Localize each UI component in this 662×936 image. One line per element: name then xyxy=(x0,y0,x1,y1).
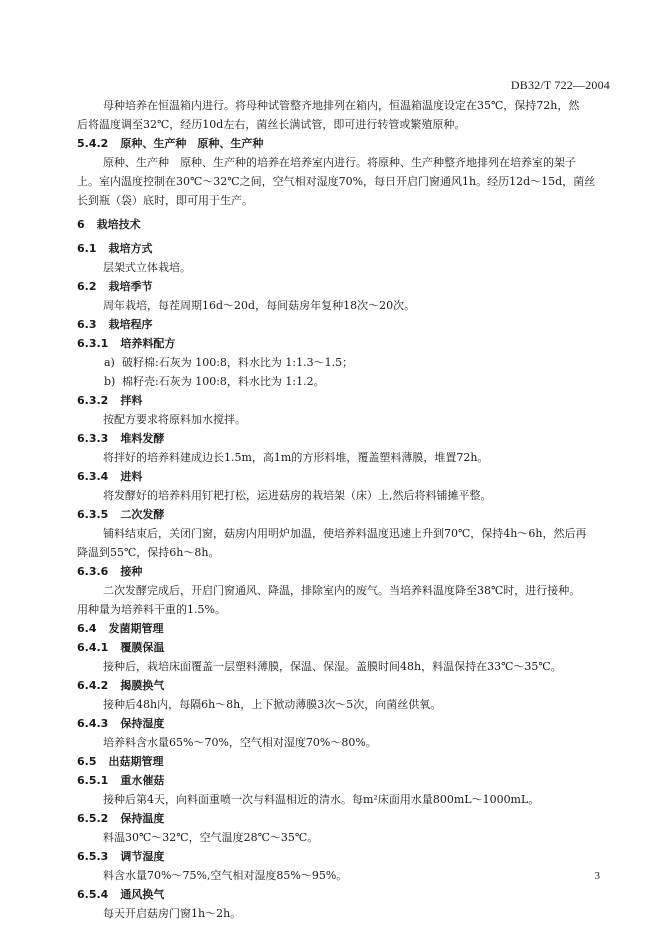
section-heading-6-3-1 xyxy=(77,336,175,351)
section-heading-6-5-2 xyxy=(77,811,164,826)
list-marker: a) xyxy=(104,356,115,369)
section-heading-6-4-3 xyxy=(77,716,164,731)
section-title: 拌料 xyxy=(120,394,143,407)
section-number: 6.3.3 xyxy=(77,432,109,445)
paragraph-line: 接种后48h内，每隔6h～8h，上下掀动薄膜3次～5次，向菌丝供氧。 xyxy=(103,698,442,711)
section-heading-6-4-1 xyxy=(77,640,164,655)
section-heading-6-3 xyxy=(77,317,153,332)
standard-code-header: DB32/T 722—2004 xyxy=(510,78,610,92)
paragraph-line: 将拌好的培养料建成边长1.5m，高1m的方形料堆，覆盖塑料薄膜，堆置72h。 xyxy=(103,451,489,464)
section-number: 6.4 xyxy=(77,622,97,635)
section-number: 6.3.4 xyxy=(77,470,109,483)
section-number: 6.2 xyxy=(77,280,97,293)
section-number: 6.3.1 xyxy=(77,337,109,350)
section-number: 6.3.5 xyxy=(77,508,109,521)
section-title: 堆料发酵 xyxy=(120,432,165,445)
section-title: 发菌期管理 xyxy=(108,622,164,635)
list-item-text: 棉籽壳:石灰为 100:8，料水比为 1:1.2。 xyxy=(122,375,325,388)
paragraph-line: 长到瓶（袋）底时，即可用于生产。 xyxy=(77,194,253,207)
section-heading-6-1 xyxy=(77,241,153,256)
section-title: 出菇期管理 xyxy=(108,755,164,768)
section-heading-6-3-3 xyxy=(77,431,164,446)
paragraph-line: 层架式立体栽培。 xyxy=(103,261,191,274)
paragraph-line: 料含水量70%～75%,空气相对湿度85%～95%。 xyxy=(103,869,348,882)
section-title: 接种 xyxy=(120,565,143,578)
section-heading-6-3-4 xyxy=(77,469,142,484)
section-title: 栽培方式 xyxy=(108,242,153,255)
section-number: 6.5.2 xyxy=(77,812,109,825)
list-item xyxy=(104,355,353,370)
paragraph-line: 按配方要求将原料加水搅拌。 xyxy=(103,413,246,426)
section-number: 6.3 xyxy=(77,318,97,331)
paragraph-line: 二次发酵完成后，开启门窗通风、降温，排除室内的废气。当培养料温度降至38℃时，进行接种。 xyxy=(103,584,581,597)
section-title: 揭膜换气 xyxy=(120,679,165,692)
paragraph-line: 接种后，栽培床面覆盖一层塑料薄膜，保温、保湿。盖膜时间48h，料温保持在33℃～35℃。 xyxy=(103,660,562,673)
section-number: 6.3.6 xyxy=(77,565,109,578)
section-title: 栽培季节 xyxy=(108,280,153,293)
paragraph-line: 铺料结束后，关闭门窗，菇房内用明炉加温，使培养料温度迅速上升到70℃，保持4h～6h，然后再 xyxy=(103,527,587,540)
section-title: 保持温度 xyxy=(120,812,165,825)
section-number: 6.5.3 xyxy=(77,850,109,863)
paragraph-line: 母种培养在恒温箱内进行。将母种试管整齐地排列在箱内，恒温箱温度设定在35℃，保持72h，然 xyxy=(103,99,580,112)
section-title: 二次发酵 xyxy=(120,508,165,521)
section-heading-6-5-1 xyxy=(77,773,164,788)
section-title: 培养料配方 xyxy=(120,337,176,350)
paragraph-line: 周年栽培，每茬周期16d～20d，每间菇房年复种18次～20次。 xyxy=(103,299,416,312)
section-title: 原种、生产种 原种、生产种 xyxy=(120,137,264,150)
section-number: 6.5.1 xyxy=(77,774,109,787)
section-number: 6.5 xyxy=(77,755,97,768)
section-number: 6.5.4 xyxy=(77,888,109,901)
section-heading-6-5 xyxy=(77,754,164,769)
section-number: 6.4.3 xyxy=(77,717,109,730)
section-title: 调节湿度 xyxy=(120,850,165,863)
section-title: 保持湿度 xyxy=(120,717,165,730)
list-marker: b) xyxy=(104,375,116,388)
section-title: 通风换气 xyxy=(120,888,165,901)
section-number: 5.4.2 xyxy=(77,137,109,150)
section-number: 6.4.1 xyxy=(77,641,109,654)
section-number: 6 xyxy=(77,218,85,231)
paragraph-line: 将发酵好的培养料用钉耙打松，运进菇房的栽培架（床）上,然后将料铺摊平整。 xyxy=(103,489,492,502)
section-title: 覆膜保温 xyxy=(120,641,165,654)
paragraph-line: 原种、生产种 原种、生产种的培养在培养室内进行。将原种、生产种整齐地排列在培养室的架子 xyxy=(103,156,576,169)
paragraph-line: 上。室内温度控制在30℃～32℃之间，空气相对湿度70%，每日开启门窗通风1h。经历12d～15d，菌丝 xyxy=(77,175,596,188)
section-heading-6-2 xyxy=(77,279,153,294)
section-number: 6.3.2 xyxy=(77,394,109,407)
section-title: 栽培技术 xyxy=(96,218,141,231)
section-heading-6-3-6 xyxy=(77,564,142,579)
list-item-text: 破籽棉:石灰为 100:8，料水比为 1:1.3～1.5； xyxy=(122,356,354,369)
section-number: 6.4.2 xyxy=(77,679,109,692)
section-number: 6.1 xyxy=(77,242,97,255)
paragraph-line: 培养料含水量65%～70%，空气相对湿度70%～80%。 xyxy=(103,736,377,749)
paragraph-line: 降温到55℃，保持6h～8h。 xyxy=(77,546,220,559)
section-heading-6-5-3 xyxy=(77,849,164,864)
section-heading-5-4-2 xyxy=(77,136,263,151)
paragraph-line: 用种量为培养料干重的1.5%。 xyxy=(77,603,226,616)
section-heading-6-3-2 xyxy=(77,393,142,408)
list-item xyxy=(104,374,325,389)
section-heading-6-4-2 xyxy=(77,678,164,693)
paragraph-line: 后将温度调至32℃，经历10d左右，菌丝长满试管，即可进行转管或繁殖原种。 xyxy=(77,118,466,131)
section-heading-6-3-5 xyxy=(77,507,164,522)
section-heading-6-5-4 xyxy=(77,887,164,902)
paragraph-line: 料温30℃～32℃，空气温度28℃～35℃。 xyxy=(103,831,319,844)
section-heading-6-4 xyxy=(77,621,164,636)
paragraph-line: 每天开启菇房门窗1h～2h。 xyxy=(103,907,242,920)
section-heading-6 xyxy=(77,217,141,232)
section-title: 重水催菇 xyxy=(120,774,165,787)
section-title: 栽培程序 xyxy=(108,318,153,331)
paragraph-line: 接种后第4天，向料面重喷一次与料温相近的清水。每m²床面用水量800mL～1000mL。 xyxy=(103,793,540,806)
section-title: 进料 xyxy=(120,470,143,483)
page-number: 3 xyxy=(594,870,600,882)
